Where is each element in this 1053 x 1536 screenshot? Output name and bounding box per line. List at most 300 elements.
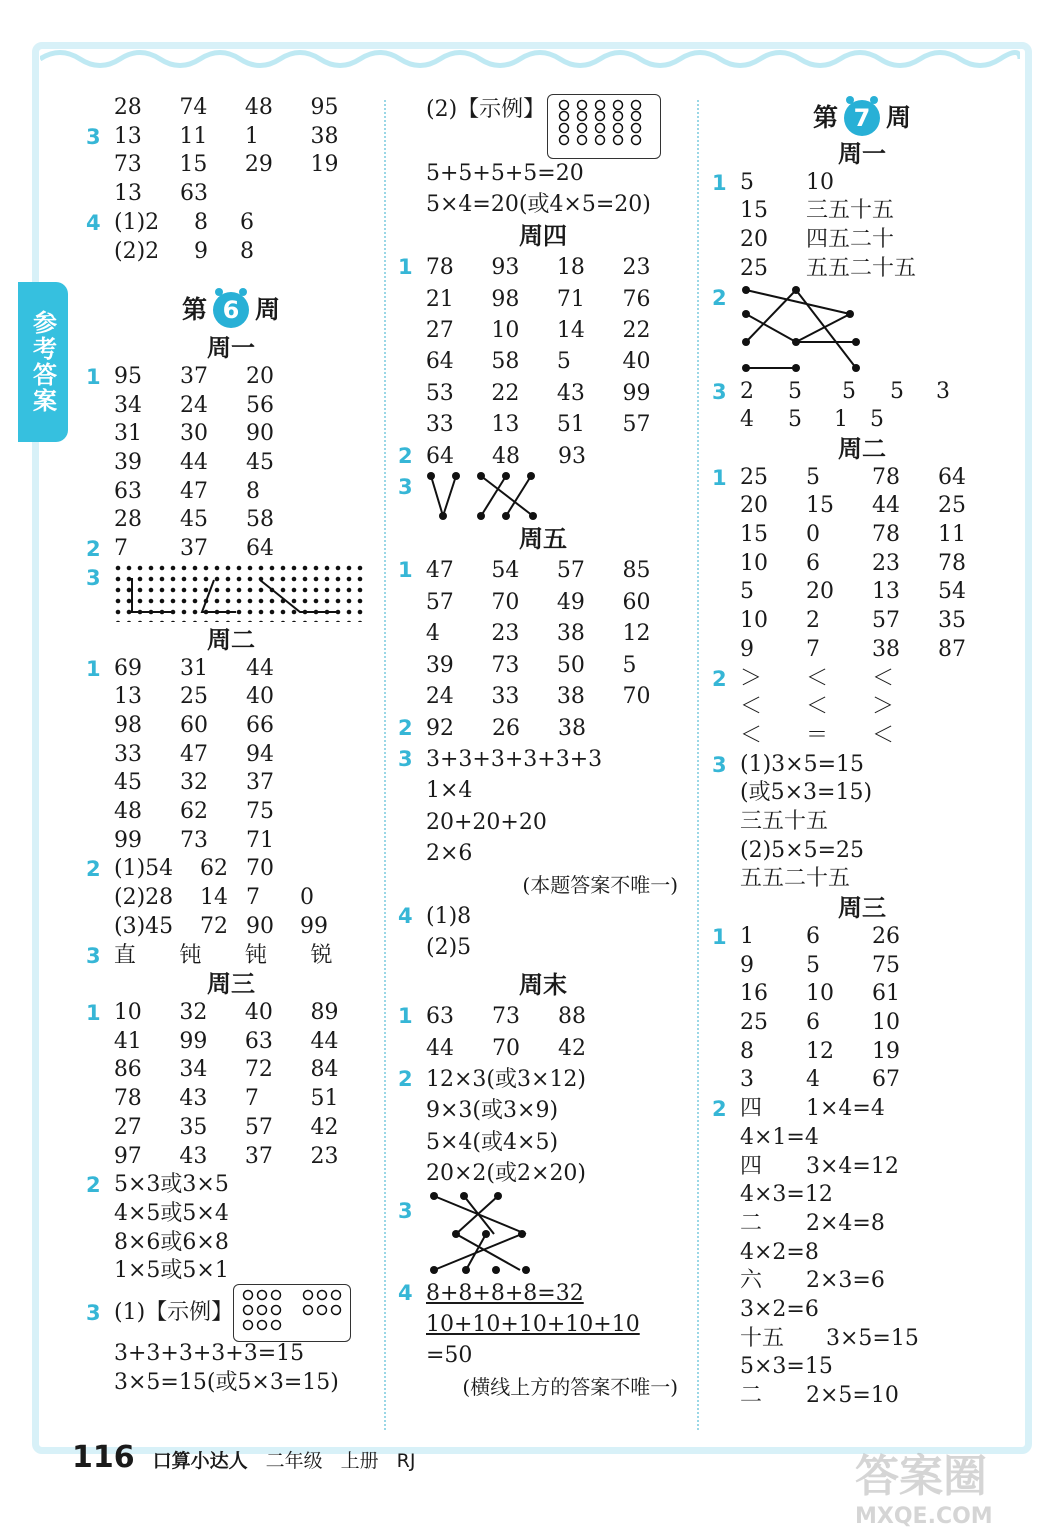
answer-row <box>398 158 688 189</box>
answer-row <box>86 363 376 392</box>
answer-text: 4 <box>740 407 754 433</box>
answer-text: (3)45 <box>114 913 174 939</box>
answer-text: 5+5+5+5=20 <box>426 161 584 186</box>
answer-row <box>398 94 688 158</box>
answer-row <box>86 798 376 827</box>
answer-row <box>712 1124 1012 1153</box>
answer-text: 3 <box>936 378 950 404</box>
answer-text: 4×1=4 <box>740 1124 819 1150</box>
answer-text: 10 <box>491 318 520 344</box>
answer-text: 5 <box>870 407 884 433</box>
question-number: 2 <box>398 443 413 468</box>
answer-text: 99 <box>300 913 328 939</box>
answer-text: 57 <box>425 589 454 615</box>
answer-text: 97 <box>113 1143 142 1169</box>
answer-text: 10 <box>806 981 834 1007</box>
answer-text: 四五二十 <box>806 227 895 253</box>
watermark-logo <box>855 1440 1025 1529</box>
answer-row <box>86 1340 376 1369</box>
answer-row <box>86 1085 376 1114</box>
answer-text: 19 <box>310 152 339 178</box>
answer-text: 64 <box>425 349 454 375</box>
answer-text: 47 <box>180 478 208 504</box>
answer-row <box>712 1239 1012 1268</box>
question-number: 1 <box>712 924 727 949</box>
answer-text: 1×4=4 <box>806 1096 885 1122</box>
answer-text: 14 <box>200 885 228 911</box>
answer-text: 1×5或5×1 <box>114 1258 229 1284</box>
answer-text: 93 <box>558 443 586 469</box>
answer-text: 38 <box>310 123 339 149</box>
answer-text: (2)5×5=25 <box>740 837 865 863</box>
answer-text: 99 <box>114 827 142 853</box>
answer-text: 21 <box>425 286 454 312</box>
column-divider <box>384 100 386 1430</box>
answer-row <box>86 209 376 238</box>
answer-text: 62 <box>180 799 208 825</box>
answer-text: 70 <box>622 684 651 710</box>
answer-text: 49 <box>556 589 585 615</box>
answer-text: 18 <box>556 255 585 281</box>
answer-text: 40 <box>244 999 273 1025</box>
answer-row <box>86 535 376 564</box>
answer-text: 20 <box>740 493 768 519</box>
day-heading: 周二 <box>838 434 886 463</box>
answer-row <box>86 1143 376 1172</box>
answer-text: 50 <box>556 652 585 678</box>
answer-row <box>86 1257 376 1286</box>
answer-text: 2×3=6 <box>806 1268 885 1294</box>
answer-row <box>86 506 376 535</box>
answer-text: 33 <box>491 684 520 710</box>
answer-text: 51 <box>310 1086 339 1112</box>
answer-text: 87 <box>938 636 966 662</box>
answer-text: (或5×3=15) <box>740 780 873 806</box>
answer-row <box>398 838 688 869</box>
answer-row <box>712 722 1012 751</box>
answer-row <box>712 665 1012 694</box>
answer-row <box>398 1309 688 1340</box>
answer-text: 98 <box>114 712 142 738</box>
answer-row <box>712 1038 1012 1067</box>
answer-text: 69 <box>114 655 142 681</box>
answer-text: (1)2 <box>114 209 160 235</box>
question-number: 1 <box>86 656 101 681</box>
answer-text: 74 <box>179 95 208 120</box>
answer-text: 二 <box>740 1383 763 1409</box>
answer-text: 20 <box>806 579 834 605</box>
answer-text: 42 <box>310 1114 339 1140</box>
answer-text: 23 <box>872 550 900 576</box>
answer-text: 38 <box>872 636 900 662</box>
answer-text: 45 <box>246 450 274 476</box>
answer-text: 84 <box>310 1057 339 1083</box>
answer-row <box>712 284 1012 378</box>
answer-row <box>712 255 1012 284</box>
answer-text: 75 <box>246 799 274 825</box>
answer-row <box>86 1028 376 1057</box>
answer-text: 27 <box>113 1114 142 1140</box>
day-heading: 周四 <box>519 221 567 250</box>
question-number: 2 <box>86 537 101 562</box>
answer-row <box>712 406 1012 435</box>
answer-row <box>398 1127 688 1158</box>
answer-text: 10 <box>740 550 768 576</box>
answer-row <box>712 1066 1012 1095</box>
question-number: 3 <box>398 1198 413 1223</box>
answer-text: 24 <box>180 392 208 418</box>
answer-row <box>398 775 688 806</box>
answer-text: 99 <box>179 1028 208 1054</box>
answer-text: 25 <box>740 1009 768 1035</box>
answer-text: 12 <box>622 621 651 647</box>
answer-row <box>712 865 1012 894</box>
wave-decoration <box>40 46 1020 72</box>
question-number: 1 <box>398 255 413 280</box>
answer-text: 二 <box>740 1210 763 1236</box>
answer-text: 3×5=15 <box>826 1325 919 1351</box>
answer-row <box>712 1153 1012 1182</box>
answer-row <box>86 1171 376 1200</box>
answer-row <box>86 392 376 421</box>
edition-label: RJ <box>396 1450 416 1472</box>
answer-row <box>712 980 1012 1009</box>
answer-text: 20 <box>740 227 768 253</box>
answer-text: 十五 <box>740 1325 785 1351</box>
answer-row <box>398 284 688 315</box>
answer-row <box>712 923 1012 952</box>
alarm-clock-icon: 6 <box>213 292 249 328</box>
answer-row <box>712 169 1012 198</box>
question-number: 2 <box>86 1173 101 1198</box>
answer-column-1 <box>86 94 376 1397</box>
column-divider <box>697 100 699 1430</box>
answer-text: 5 <box>788 378 802 404</box>
answer-text: 9 <box>740 952 754 978</box>
answer-text: 75 <box>872 952 900 978</box>
answer-text: 61 <box>872 981 900 1007</box>
question-number: 1 <box>398 558 413 583</box>
answer-text: 78 <box>872 464 900 490</box>
answer-text: (1)【示例】 <box>114 1299 234 1325</box>
page-footer <box>72 1440 415 1475</box>
answer-text: 41 <box>113 1028 142 1054</box>
answer-row <box>712 1382 1012 1411</box>
day-heading: 周二 <box>207 625 255 654</box>
answer-text: 48 <box>492 443 520 469</box>
answer-row <box>398 315 688 346</box>
answer-text: 3+3+3+3+3+3 <box>426 746 603 772</box>
answer-text: 8 <box>194 209 208 235</box>
dot-array-example <box>233 1284 351 1343</box>
answer-text: 8 <box>240 238 254 264</box>
question-number: 3 <box>86 124 101 149</box>
answer-text: 29 <box>244 152 273 178</box>
answer-text: 周 <box>255 294 281 324</box>
answer-text: 70 <box>492 1035 520 1061</box>
answer-text: 25 <box>740 255 768 281</box>
grade-label: 二年级 <box>265 1450 323 1472</box>
answer-row <box>86 913 376 942</box>
answer-row <box>712 1181 1012 1210</box>
answer-text: ＜ <box>872 665 895 691</box>
answer-text: 63 <box>180 181 208 207</box>
answer-text: 5×4(或4×5) <box>426 1129 559 1155</box>
answer-text: 51 <box>556 412 585 438</box>
answer-text: 7 <box>806 636 820 662</box>
answer-text: 42 <box>558 1035 586 1061</box>
question-number: 3 <box>86 1300 101 1325</box>
answer-row <box>712 1210 1012 1239</box>
answer-text: 25 <box>938 493 966 519</box>
answer-text: 9×3(或3×9) <box>426 1098 559 1124</box>
question-number: 1 <box>398 1004 413 1029</box>
answer-text: 25 <box>180 684 208 710</box>
matching-lines-figure <box>740 284 870 374</box>
answer-row <box>398 1340 688 1371</box>
answer-row <box>86 238 376 267</box>
answer-text: 47 <box>425 558 454 584</box>
answer-text: 44 <box>246 655 274 681</box>
answer-row <box>86 741 376 770</box>
answer-text: 22 <box>622 318 651 344</box>
answer-row <box>398 555 688 586</box>
answer-text: 11 <box>938 522 966 548</box>
answer-text: ＜ <box>806 694 829 720</box>
answer-text: 26 <box>872 923 900 949</box>
answer-text: 13 <box>872 579 900 605</box>
answer-text: ＜ <box>740 694 763 720</box>
question-number: 4 <box>86 210 101 235</box>
answer-text: 23 <box>491 621 520 647</box>
answer-row <box>86 180 376 209</box>
answer-text: 62 <box>200 856 228 882</box>
answer-text: 四 <box>740 1096 763 1122</box>
question-number: 3 <box>86 943 101 968</box>
answer-text: 11 <box>179 123 208 149</box>
answer-text: (2)【示例】 <box>426 97 546 122</box>
answer-text: 1 <box>244 123 259 149</box>
answer-text: 85 <box>622 558 651 584</box>
answer-row <box>398 650 688 681</box>
answer-row <box>86 1114 376 1143</box>
answer-text: 2×5=10 <box>806 1383 899 1409</box>
answer-text: 5 <box>622 652 637 678</box>
answer-text: 13 <box>113 123 142 149</box>
day-heading: 周三 <box>838 894 886 923</box>
answer-text: 66 <box>246 712 274 738</box>
answer-row <box>86 1056 376 1085</box>
answer-row <box>86 884 376 913</box>
question-number: 2 <box>398 1066 413 1091</box>
answer-text: 63 <box>244 1028 273 1054</box>
answer-text: 78 <box>113 1086 142 1112</box>
answer-text: 73 <box>492 1004 520 1030</box>
answer-text: 6 <box>806 923 820 949</box>
answer-text: 25 <box>740 464 768 490</box>
answer-row <box>398 1001 688 1032</box>
answer-text: 5 <box>806 952 820 978</box>
answer-text: 44 <box>180 450 208 476</box>
answer-row <box>398 618 688 649</box>
answer-text: 10 <box>113 999 142 1025</box>
answer-text: 60 <box>622 589 651 615</box>
answer-text: 53 <box>425 380 454 406</box>
answer-text: (1)54 <box>114 856 174 882</box>
answer-row <box>398 587 688 618</box>
answer-row <box>398 472 688 524</box>
answer-row <box>712 607 1012 636</box>
answer-row <box>712 1095 1012 1124</box>
answer-text: 3×4=12 <box>806 1153 899 1179</box>
day-heading: 周一 <box>207 334 255 363</box>
answer-row <box>712 1267 1012 1296</box>
answer-row <box>712 636 1012 665</box>
answer-text: 第 <box>181 294 207 324</box>
week-title <box>712 100 1012 136</box>
question-number: 1 <box>712 170 727 195</box>
answer-text: 24 <box>425 684 454 710</box>
side-tab-label: 参考答案 <box>28 310 57 414</box>
answer-text: 64 <box>938 464 966 490</box>
matching-lines-figure <box>426 1190 556 1276</box>
answer-text: 3×5=15(或5×3=15) <box>114 1369 339 1395</box>
answer-text: 16 <box>740 981 768 1007</box>
answer-text: 第 <box>812 102 838 132</box>
answer-row <box>398 681 688 712</box>
answer-row <box>712 808 1012 837</box>
answer-text: 20×2(或2×20) <box>426 1161 587 1187</box>
answer-text: 1 <box>740 923 754 949</box>
question-number: 4 <box>398 1280 413 1305</box>
answer-text: 20+20+20 <box>426 809 547 835</box>
answer-text: 钝 <box>244 942 267 968</box>
day-heading: 周一 <box>838 140 886 168</box>
answer-text: 12×3(或3×12) <box>426 1066 587 1092</box>
answer-text: 22 <box>491 380 520 406</box>
answer-text: 60 <box>180 712 208 738</box>
answer-text: 15 <box>806 493 834 519</box>
answer-text: 44 <box>426 1035 454 1061</box>
answer-text: 4 <box>806 1067 820 1093</box>
answer-text: 63 <box>114 478 142 504</box>
answer-text: 71 <box>556 286 585 312</box>
question-number: 2 <box>712 666 727 691</box>
answer-row <box>398 409 688 440</box>
answer-row <box>86 123 376 152</box>
answer-row <box>712 1009 1012 1038</box>
answer-row <box>398 901 688 932</box>
answer-text: 7 <box>114 536 128 562</box>
answer-text: 直 <box>113 942 136 968</box>
answer-text: =50 <box>426 1343 473 1369</box>
answer-text: 70 <box>246 856 274 882</box>
question-number: 1 <box>86 364 101 389</box>
answer-text: 72 <box>244 1057 273 1083</box>
answer-row <box>712 1296 1012 1325</box>
answer-text: 23 <box>310 1143 339 1169</box>
answer-text: 58 <box>246 507 274 533</box>
answer-text: 2×4=8 <box>806 1210 885 1236</box>
answer-text: 10+10+10+10+10 <box>426 1312 640 1337</box>
answer-text: 2 <box>740 378 754 404</box>
answer-text: 40 <box>622 349 651 375</box>
answer-text: 4×5或5×4 <box>114 1200 229 1226</box>
answer-text: 78 <box>425 255 454 281</box>
question-number: 3 <box>712 752 727 777</box>
answer-row <box>86 478 376 507</box>
book-title: 口算小达人 <box>152 1450 248 1472</box>
question-number: 3 <box>398 746 413 771</box>
answer-text: 2 <box>806 608 820 634</box>
answer-row <box>86 712 376 741</box>
answer-text: 93 <box>491 255 520 281</box>
answer-text: 5 <box>788 407 802 433</box>
answer-text: 33 <box>114 741 142 767</box>
answer-text: ＞ <box>872 694 895 720</box>
answer-text: 32 <box>179 999 208 1025</box>
answer-row <box>86 827 376 856</box>
answer-row <box>398 189 688 220</box>
answer-text: 14 <box>556 318 585 344</box>
answer-text: 63 <box>426 1004 454 1030</box>
answer-text: 37 <box>180 363 208 389</box>
answer-text: 45 <box>114 770 142 796</box>
answer-text: 6 <box>240 209 254 235</box>
answer-text: 2×6 <box>426 841 473 867</box>
answer-text: (2)5 <box>426 935 472 961</box>
answer-text: ＜ <box>806 665 829 691</box>
answer-row <box>712 1353 1012 1382</box>
question-number: 3 <box>86 565 101 590</box>
answer-text: 39 <box>114 450 142 476</box>
answer-text: 13 <box>114 684 142 710</box>
answer-text: 34 <box>179 1057 208 1083</box>
answer-row <box>398 1278 688 1309</box>
answer-text: 5×3=15 <box>740 1354 833 1380</box>
answer-text: 4×3=12 <box>740 1182 833 1208</box>
answer-text: 5×3或3×5 <box>114 1172 229 1198</box>
answer-text: 5×4=20(或4×5=20) <box>426 192 651 218</box>
answer-text: 10 <box>806 169 834 195</box>
answer-text: 32 <box>180 770 208 796</box>
answer-text: 10 <box>740 608 768 634</box>
answer-text: 15 <box>740 198 768 224</box>
answer-text: 6 <box>806 1009 820 1035</box>
answer-row <box>398 378 688 409</box>
answer-row <box>86 564 376 626</box>
answer-text: 70 <box>491 589 520 615</box>
answer-text: 89 <box>310 999 339 1025</box>
answer-text: 7 <box>246 885 260 911</box>
answer-text: 9 <box>194 238 208 264</box>
answer-row <box>86 94 376 123</box>
answer-row <box>712 550 1012 579</box>
answer-text: 73 <box>491 652 520 678</box>
answer-text: 86 <box>113 1057 142 1083</box>
answer-text: 48 <box>244 95 273 120</box>
question-number: 1 <box>86 1000 101 1025</box>
answer-row <box>712 837 1012 866</box>
answer-text: 10 <box>872 1009 900 1035</box>
answer-text: 64 <box>426 443 454 469</box>
answer-row <box>398 346 688 377</box>
alarm-clock-icon: 7 <box>844 100 880 136</box>
answer-text: 15 <box>179 152 208 178</box>
answer-text: 五五二十五 <box>806 255 917 281</box>
side-tab <box>18 282 68 442</box>
answer-text: 28 <box>114 507 142 533</box>
